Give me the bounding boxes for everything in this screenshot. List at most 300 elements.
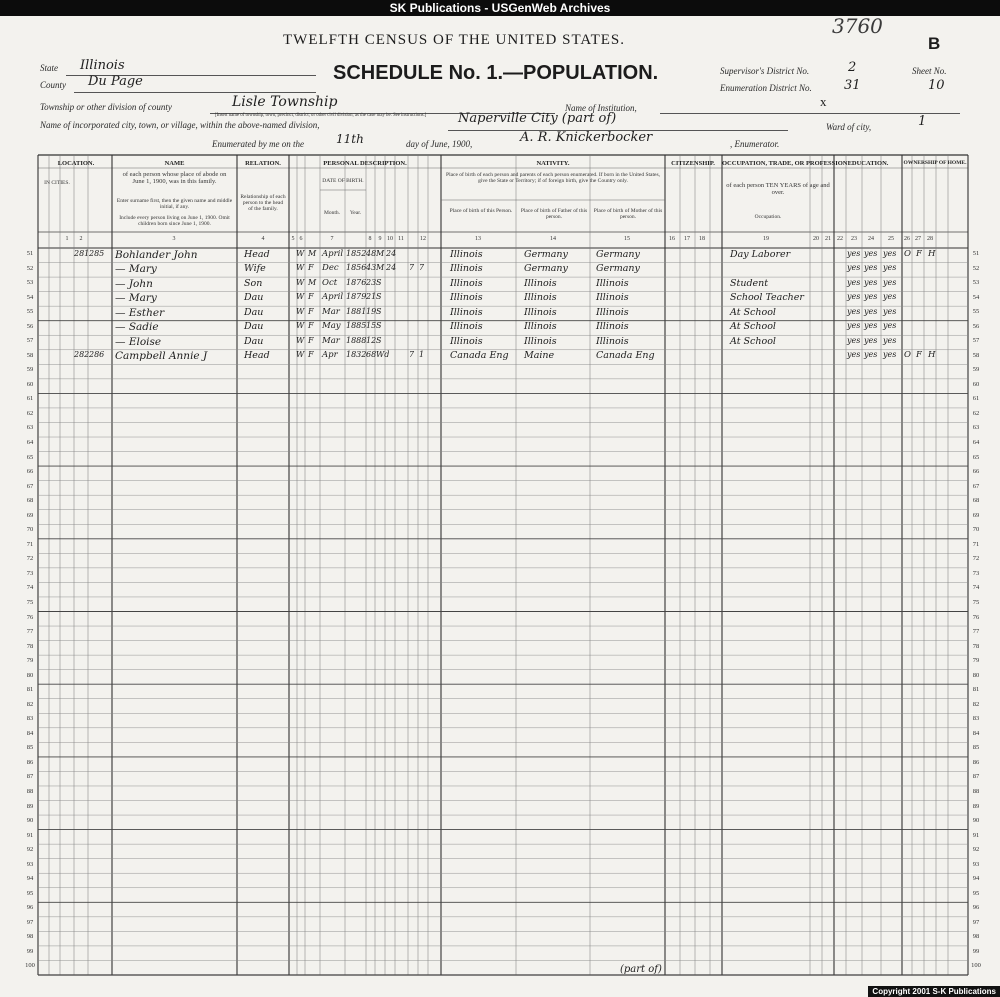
- in-cities-label: IN CITIES.: [44, 180, 70, 186]
- free-or-mortgaged: F: [916, 350, 922, 361]
- mother-birthplace: Germany: [596, 263, 640, 275]
- pob-father-label: Place of birth of Father of this person.: [520, 208, 588, 220]
- can-read: yes: [847, 306, 861, 316]
- dwelling-number: 281: [74, 248, 90, 258]
- schedule-title: SCHEDULE No. 1.—POPULATION.: [333, 62, 659, 84]
- birth-year: 1876: [346, 277, 367, 287]
- marital-status: S: [376, 292, 382, 302]
- relation-value: Head: [244, 350, 270, 362]
- line-number-left: 70: [26, 526, 34, 534]
- line-number-right: 60: [972, 380, 980, 388]
- birth-month: Oct: [322, 277, 338, 288]
- can-read: yes: [847, 321, 861, 331]
- can-read: yes: [847, 263, 861, 273]
- line-number-left: 95: [26, 889, 34, 897]
- line-number-right: 85: [972, 744, 980, 752]
- column-number-20: 20: [813, 236, 819, 242]
- column-number-13: 13: [475, 236, 481, 242]
- family-number: 286: [89, 350, 105, 360]
- line-number-right: 92: [972, 846, 980, 854]
- line-number-right: 64: [972, 439, 980, 447]
- can-read: yes: [847, 335, 861, 345]
- age-value: 23: [366, 277, 377, 287]
- line-number-left: 57: [26, 337, 34, 345]
- color-value: W: [296, 350, 305, 360]
- birthplace: Illinois: [450, 277, 483, 289]
- line-number-right: 87: [972, 773, 980, 781]
- line-number-right: 58: [972, 351, 980, 359]
- column-number-9: 9: [378, 236, 382, 242]
- birthplace: Canada Eng: [450, 350, 509, 362]
- city-label: Name of incorporated city, town, or village, within the above-named division,: [40, 120, 320, 130]
- pob-person-label: Place of birth of this Person.: [449, 208, 513, 214]
- sex-value: F: [308, 263, 314, 273]
- group-location: LOCATION.: [57, 160, 95, 167]
- birth-month: Mar: [322, 306, 340, 317]
- age-value: 19: [366, 306, 377, 316]
- enumerator-name: A. R. Knickerbocker: [520, 130, 653, 145]
- occupation-value: Student: [730, 277, 769, 289]
- column-number-23: 23: [851, 236, 857, 242]
- mother-birthplace: Germany: [596, 248, 640, 260]
- township-label: Township or other division of county: [40, 102, 172, 112]
- ward-label: Ward of city,: [826, 122, 872, 132]
- column-number-4: 4: [261, 236, 265, 242]
- age-value: 15: [366, 321, 377, 331]
- mother-birthplace: Illinois: [596, 306, 629, 318]
- marital-status: M: [376, 248, 385, 258]
- line-number-right: 97: [972, 918, 980, 926]
- occupation-value: School Teacher: [730, 292, 804, 304]
- birth-year: 1881: [346, 306, 367, 316]
- line-number-right: 70: [972, 526, 980, 534]
- speaks-english: yes: [883, 350, 897, 360]
- marital-status: S: [376, 321, 382, 331]
- sheet-value: 10: [928, 78, 945, 93]
- line-number-left: 97: [26, 918, 34, 926]
- line-number-right: 88: [972, 787, 980, 795]
- group-personal: PERSONAL DESCRIPTION.: [323, 160, 407, 167]
- line-number-left: 73: [26, 569, 34, 577]
- column-number-10: 10: [387, 236, 393, 242]
- line-number-left: 63: [26, 424, 34, 432]
- census-title: TWELFTH CENSUS OF THE UNITED STATES.: [283, 32, 626, 48]
- column-number-25: 25: [888, 236, 894, 242]
- enumerated-prefix: Enumerated by me on the: [212, 139, 304, 149]
- column-number-11: 11: [398, 236, 404, 242]
- marital-status: Wd: [376, 350, 390, 360]
- city-value: Naperville City (part of): [458, 111, 617, 126]
- line-number-right: 93: [972, 860, 980, 868]
- line-number-left: 55: [26, 308, 34, 316]
- column-number-24: 24: [868, 236, 874, 242]
- can-write: yes: [864, 277, 878, 287]
- line-number-right: 80: [972, 671, 980, 679]
- x-mark: x: [820, 94, 827, 109]
- supervisor-label: Supervisor's District No.: [720, 66, 810, 76]
- relation-value: Wife: [244, 263, 266, 275]
- line-number-right: 54: [972, 293, 980, 301]
- line-number-left: 85: [26, 744, 34, 752]
- birth-month: Apr: [322, 350, 338, 361]
- birth-month: Dec: [322, 263, 339, 274]
- group-name: NAME: [164, 160, 185, 167]
- column-number-28: 28: [927, 236, 933, 242]
- column-number-21: 21: [825, 236, 831, 242]
- township-note: [Insert name of township, town, precinct, district, or other civil division, as the case may be. See instructions.]: [215, 113, 427, 118]
- line-number-right: 81: [972, 686, 980, 694]
- line-number-left: 53: [26, 279, 34, 287]
- children-living: 1: [419, 350, 425, 360]
- line-number-right: 57: [972, 337, 980, 345]
- family-number: 285: [89, 248, 105, 258]
- speaks-english: yes: [883, 248, 897, 258]
- line-number-left: 83: [26, 715, 34, 723]
- children-living: 7: [419, 263, 425, 273]
- birthplace: Illinois: [450, 321, 483, 333]
- speaks-english: yes: [883, 263, 897, 273]
- birth-year: 1856: [346, 263, 367, 273]
- column-number-6: 6: [299, 236, 303, 242]
- state-value: Illinois: [80, 58, 125, 73]
- line-number-left: 79: [26, 657, 34, 665]
- line-number-left: 86: [26, 758, 34, 766]
- person-name: Bohlander John: [115, 248, 198, 261]
- line-number-left: 96: [26, 904, 34, 912]
- relation-value: Dau: [244, 306, 264, 318]
- marital-status: M: [376, 263, 385, 273]
- relation-description: Relationship of each person to the head of the family.: [240, 194, 286, 212]
- line-number-left: 64: [26, 439, 34, 447]
- enumeration-value: 31: [844, 78, 861, 93]
- sex-value: F: [308, 335, 314, 345]
- column-number-1: 1: [65, 236, 69, 242]
- owned-or-rented: O: [904, 350, 911, 361]
- relation-value: Dau: [244, 292, 264, 304]
- line-number-left: 87: [26, 773, 34, 781]
- enumeration-label: Enumeration District No.: [720, 83, 812, 93]
- occupation-description: of each person TEN YEARS of age and over.: [726, 182, 830, 196]
- line-number-left: 61: [26, 395, 34, 403]
- line-number-right: 76: [972, 613, 980, 621]
- line-number-right: 52: [972, 264, 980, 272]
- column-number-19: 19: [763, 236, 769, 242]
- line-number-right: 72: [972, 555, 980, 563]
- line-number-right: 98: [972, 933, 980, 941]
- line-number-left: 81: [26, 686, 34, 694]
- line-number-right: 82: [972, 700, 980, 708]
- relation-value: Dau: [244, 321, 264, 333]
- column-number-14: 14: [550, 236, 556, 242]
- line-number-left: 59: [26, 366, 34, 374]
- letter-b: B: [928, 34, 941, 53]
- mother-birthplace: Illinois: [596, 321, 629, 333]
- line-number-right: 67: [972, 482, 980, 490]
- sex-value: F: [308, 321, 314, 331]
- birth-year: 1888: [346, 335, 367, 345]
- years-married: 24: [386, 263, 397, 273]
- father-birthplace: Illinois: [524, 277, 557, 289]
- line-number-right: 99: [972, 947, 980, 955]
- person-name: — Sadie: [115, 321, 159, 334]
- occupation-value: At School: [730, 335, 776, 347]
- line-number-left: 100: [25, 962, 35, 970]
- birthplace: Illinois: [450, 292, 483, 304]
- group-citizenship: CITIZENSHIP.: [671, 160, 715, 167]
- archive-banner: SK Publications - USGenWeb Archives: [0, 0, 1000, 16]
- mother-birthplace: Canada Eng: [596, 350, 655, 362]
- line-number-left: 78: [26, 642, 34, 650]
- can-read: yes: [847, 292, 861, 302]
- relation-value: Dau: [244, 335, 264, 347]
- footer-note: (part of): [620, 964, 662, 975]
- birth-year: 1832: [346, 350, 367, 360]
- can-read: yes: [847, 277, 861, 287]
- farm-or-house: H: [928, 350, 936, 361]
- occupation-value: At School: [730, 321, 776, 333]
- ward-value: 1: [918, 114, 927, 129]
- line-number-right: 96: [972, 904, 980, 912]
- line-number-left: 77: [26, 628, 34, 636]
- father-birthplace: Germany: [524, 263, 568, 275]
- person-name: — Esther: [115, 306, 165, 319]
- speaks-english: yes: [883, 335, 897, 345]
- line-number-right: 61: [972, 395, 980, 403]
- pob-mother-label: Place of birth of Mother of this person.: [593, 208, 663, 220]
- father-birthplace: Illinois: [524, 292, 557, 304]
- sex-value: F: [308, 306, 314, 316]
- father-birthplace: Illinois: [524, 335, 557, 347]
- marital-status: S: [376, 277, 382, 287]
- line-number-right: 94: [972, 875, 980, 883]
- mother-birthplace: Illinois: [596, 292, 629, 304]
- line-number-right: 68: [972, 497, 980, 505]
- owned-or-rented: O: [904, 248, 911, 259]
- line-number-right: 75: [972, 598, 980, 606]
- line-number-right: 69: [972, 511, 980, 519]
- children-born: 7: [409, 350, 415, 360]
- children-born: 7: [409, 263, 415, 273]
- line-number-left: 91: [26, 831, 34, 839]
- marital-status: S: [376, 306, 382, 316]
- name-note-2: Include every person living on June 1, 1900. Omit children born since June 1, 1900.: [119, 215, 230, 227]
- line-number-right: 73: [972, 569, 980, 577]
- color-value: W: [296, 263, 305, 273]
- line-number-left: 89: [26, 802, 34, 810]
- color-value: W: [296, 277, 305, 287]
- line-number-left: 69: [26, 511, 34, 519]
- line-number-left: 68: [26, 497, 34, 505]
- can-write: yes: [864, 292, 878, 302]
- sex-value: F: [308, 350, 314, 360]
- farm-or-house: H: [928, 248, 936, 259]
- group-nativity: NATIVITY.: [536, 160, 570, 167]
- line-number-right: 83: [972, 715, 980, 723]
- line-number-right: 77: [972, 628, 980, 636]
- group-ownership: OWNERSHIP OF HOME.: [903, 160, 967, 166]
- birth-month: May: [322, 321, 341, 332]
- line-number-right: 62: [972, 409, 980, 417]
- month-label: Month.: [323, 210, 341, 216]
- copyright-notice: Copyright 2001 S-K Publications: [868, 986, 1000, 997]
- age-value: 68: [366, 350, 377, 360]
- column-number-22: 22: [837, 236, 843, 242]
- person-name: — Mary: [115, 292, 157, 305]
- line-number-left: 72: [26, 555, 34, 563]
- line-number-left: 65: [26, 453, 34, 461]
- line-number-left: 74: [26, 584, 34, 592]
- group-education: EDUCATION.: [847, 160, 889, 167]
- age-value: 12: [366, 335, 377, 345]
- line-number-left: 60: [26, 380, 34, 388]
- sheet-label: Sheet No.: [912, 66, 947, 76]
- line-number-right: 63: [972, 424, 980, 432]
- line-number-right: 78: [972, 642, 980, 650]
- person-name: — Mary: [115, 263, 157, 276]
- birth-month: April: [322, 292, 344, 303]
- age-value: 43: [366, 263, 377, 273]
- column-number-7: 7: [330, 236, 334, 242]
- can-write: yes: [864, 248, 878, 258]
- name-note: Enter surname first, then the given name and middle initial, if any.: [116, 198, 233, 210]
- line-number-left: 54: [26, 293, 34, 301]
- line-number-left: 88: [26, 787, 34, 795]
- line-number-right: 100: [971, 962, 981, 970]
- column-number-12: 12: [420, 236, 426, 242]
- line-number-left: 90: [26, 817, 34, 825]
- father-birthplace: Illinois: [524, 306, 557, 318]
- line-number-left: 99: [26, 947, 34, 955]
- line-number-right: 74: [972, 584, 980, 592]
- line-number-left: 67: [26, 482, 34, 490]
- father-birthplace: Germany: [524, 248, 568, 260]
- occupation-value: Day Laborer: [730, 248, 791, 260]
- line-number-right: 66: [972, 468, 980, 476]
- column-number-16: 16: [669, 236, 675, 242]
- line-number-right: 55: [972, 308, 980, 316]
- column-number-3: 3: [172, 236, 176, 242]
- dwelling-number: 282: [74, 350, 90, 360]
- can-read: yes: [847, 350, 861, 360]
- color-value: W: [296, 248, 305, 258]
- free-or-mortgaged: F: [916, 248, 922, 259]
- line-number-left: 93: [26, 860, 34, 868]
- line-number-left: 75: [26, 598, 34, 606]
- speaks-english: yes: [883, 306, 897, 316]
- group-relation: RELATION.: [245, 160, 281, 167]
- speaks-english: yes: [883, 292, 897, 302]
- birthplace: Illinois: [450, 248, 483, 260]
- age-value: 21: [366, 292, 377, 302]
- line-number-right: 95: [972, 889, 980, 897]
- years-married: 24: [386, 248, 397, 258]
- birth-year: 1885: [346, 321, 367, 331]
- can-read: yes: [847, 248, 861, 258]
- line-number-left: 94: [26, 875, 34, 883]
- nativity-description: Place of birth of each person and parents of each person enumerated. If born in the United States, give the State or Territory; if of foreign birth, give the Country only.: [446, 172, 660, 184]
- line-number-left: 56: [26, 322, 34, 330]
- birthplace: Illinois: [450, 263, 483, 275]
- line-number-right: 84: [972, 729, 980, 737]
- enumeration-day: 11th: [336, 132, 364, 146]
- line-number-left: 51: [26, 250, 34, 257]
- line-number-right: 89: [972, 802, 980, 810]
- line-number-right: 53: [972, 279, 980, 287]
- can-write: yes: [864, 335, 878, 345]
- line-number-right: 65: [972, 453, 980, 461]
- county-value: Du Page: [88, 74, 143, 89]
- can-write: yes: [864, 350, 878, 360]
- line-number-right: 91: [972, 831, 980, 839]
- pencil-sheet-number: 3760: [832, 14, 883, 38]
- sex-value: M: [308, 248, 317, 258]
- relation-value: Son: [244, 277, 263, 289]
- name-description: of each person whose place of abode on June 1, 1900, was in this family.: [122, 171, 227, 185]
- speaks-english: yes: [883, 277, 897, 287]
- color-value: W: [296, 306, 305, 316]
- line-number-left: 52: [26, 264, 34, 272]
- line-number-left: 84: [26, 729, 34, 737]
- person-name: — John: [115, 277, 153, 290]
- marital-status: S: [376, 335, 382, 345]
- enumerator-label: , Enumerator.: [730, 139, 780, 149]
- column-number-18: 18: [699, 236, 705, 242]
- birth-month: April: [322, 248, 344, 259]
- person-name: — Eloise: [115, 335, 162, 348]
- line-number-right: 59: [972, 366, 980, 374]
- institution-label: Name of Institution,: [565, 103, 637, 113]
- column-number-17: 17: [684, 236, 690, 242]
- line-number-left: 71: [26, 540, 34, 548]
- father-birthplace: Maine: [524, 350, 555, 362]
- age-value: 48: [366, 248, 377, 258]
- occupation-column-label: Occupation.: [754, 214, 782, 220]
- enumerated-mid: day of June, 1900,: [406, 139, 473, 149]
- line-number-left: 98: [26, 933, 34, 941]
- line-number-left: 80: [26, 671, 34, 679]
- speaks-english: yes: [883, 321, 897, 331]
- can-write: yes: [864, 321, 878, 331]
- relation-value: Head: [244, 248, 270, 260]
- birth-year: 1852: [346, 248, 367, 258]
- father-birthplace: Illinois: [524, 321, 557, 333]
- line-number-right: 79: [972, 657, 980, 665]
- line-number-left: 82: [26, 700, 34, 708]
- line-number-right: 71: [972, 540, 980, 548]
- mother-birthplace: Illinois: [596, 335, 629, 347]
- line-number-right: 56: [972, 322, 980, 330]
- color-value: W: [296, 321, 305, 331]
- person-name: Campbell Annie J: [115, 350, 208, 363]
- column-number-26: 26: [904, 236, 910, 242]
- birthplace: Illinois: [450, 306, 483, 318]
- birth-year: 1879: [346, 292, 367, 302]
- occupation-value: At School: [730, 306, 776, 318]
- column-number-27: 27: [915, 236, 921, 242]
- line-number-left: 92: [26, 846, 34, 854]
- line-number-right: 90: [972, 817, 980, 825]
- birthplace: Illinois: [450, 335, 483, 347]
- column-number-8: 8: [368, 236, 372, 242]
- line-number-left: 58: [26, 351, 34, 359]
- column-number-15: 15: [624, 236, 630, 242]
- line-number-left: 62: [26, 409, 34, 417]
- supervisor-value: 2: [848, 60, 857, 75]
- mother-birthplace: Illinois: [596, 277, 629, 289]
- color-value: W: [296, 335, 305, 345]
- line-number-left: 66: [26, 468, 34, 476]
- date-of-birth-label: DATE OF BIRTH.: [322, 178, 364, 184]
